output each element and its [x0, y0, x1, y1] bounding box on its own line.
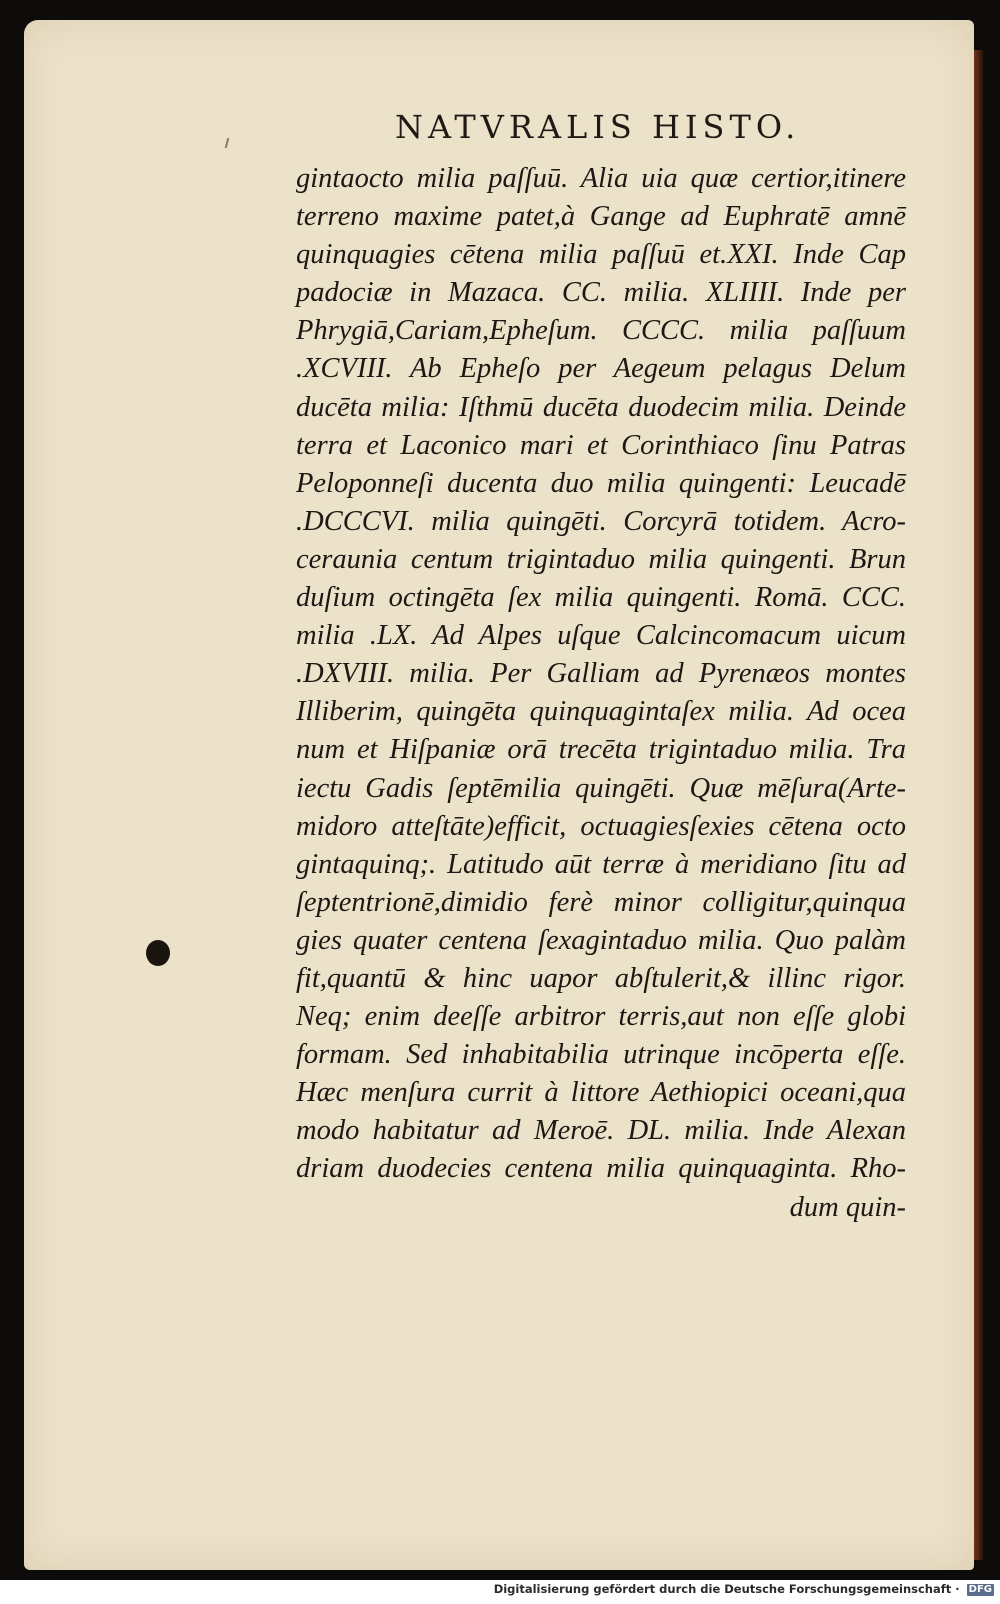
text-line: Hæc menſura currit à littore Aethiopici oceani,qua	[296, 1077, 906, 1109]
text-line: gintaocto milia paſſuū. Alia uia quæ certior,itinere	[296, 163, 906, 194]
text-line: ceraunia centum trigintaduo milia quingenti. Brun	[296, 543, 906, 575]
text-line: gies quater centena ſexagintaduo milia. Quo palàm	[296, 924, 906, 956]
text-line: terra et Laconico mari et Corinthiaco ſinu Patras	[296, 429, 906, 461]
text-block	[296, 160, 906, 1227]
text-line: milia .LX. Ad Alpes uſque Calcincomacum uicum	[296, 620, 906, 652]
text-line: iectu Gadis ſeptēmilia quingēti. Quæ mēſura(Arte-	[296, 772, 906, 804]
text-line: quinquagies cētena milia paſſuū et.XXI. Inde Cap	[296, 239, 906, 271]
text-line: num et Hiſpaniæ orā trecēta trigintaduo milia. Tra	[296, 734, 906, 766]
text-line: modo habitatur ad Meroē. DL. milia. Inde Alexan	[296, 1115, 906, 1147]
footer-credit: Digitalisierung gefördert durch die Deutsche Forschungsgemeinschaft	[493, 1582, 952, 1596]
text-line: padociæ in Mazaca. CC. milia. XLIIII. Inde per	[296, 277, 906, 309]
footer-separator: ·	[955, 1582, 960, 1596]
running-head: NATVRALIS HISTO.	[395, 108, 801, 146]
text-line: terreno maxime patet,à Gange ad Euphratē amnē	[296, 201, 906, 233]
text-line: ſeptentrionē,dimidio ferè minor colligitur,quinqua	[296, 886, 906, 918]
text-line: fit,quantū & hinc uapor abſtulerit,& illinc rigor.	[296, 962, 906, 994]
text-line: Phrygiā,Cariam,Epheſum. CCCC. milia paſſuum	[296, 315, 906, 347]
text-line: duſium octingēta ſex milia quingenti. Romā. CCC.	[296, 582, 906, 614]
text-line: Illiberim, quingēta quinquagintaſex milia. Ad ocea	[296, 696, 906, 728]
dfg-logo: DFG	[968, 1583, 992, 1595]
text-line: midoro atteſtāte)efficit, octuagiesſexies cētena octo	[296, 810, 906, 842]
text-line: Neq; enim deeſſe arbitror terris,aut non eſſe globi	[296, 1001, 906, 1033]
text-line: .DXVIII. milia. Per Galliam ad Pyrenæos montes	[296, 658, 906, 690]
text-line: .DCCCVI. milia quingēti. Corcyrā totidem. Acro-	[296, 505, 906, 537]
text-line: formam. Sed inhabitabilia utrinque incōperta eſſe.	[296, 1039, 906, 1071]
text-line: Peloponneſi ducenta duo milia quingenti: Leucadē	[296, 467, 906, 499]
text-line: .XCVIII. Ab Epheſo per Aegeum pelagus Delum	[296, 353, 906, 385]
ink-dot	[146, 940, 170, 966]
text-line: driam duodecies centena milia quinquaginta. Rho-	[296, 1153, 906, 1185]
text-line: ducēta milia: Iſthmū ducēta duodecim milia. Deinde	[296, 391, 906, 423]
footer	[494, 1582, 994, 1596]
text-line: gintaquinq;. Latitudo aūt terræ à meridiano ſitu ad	[296, 848, 906, 880]
catchword: dum quin-	[789, 1191, 906, 1223]
